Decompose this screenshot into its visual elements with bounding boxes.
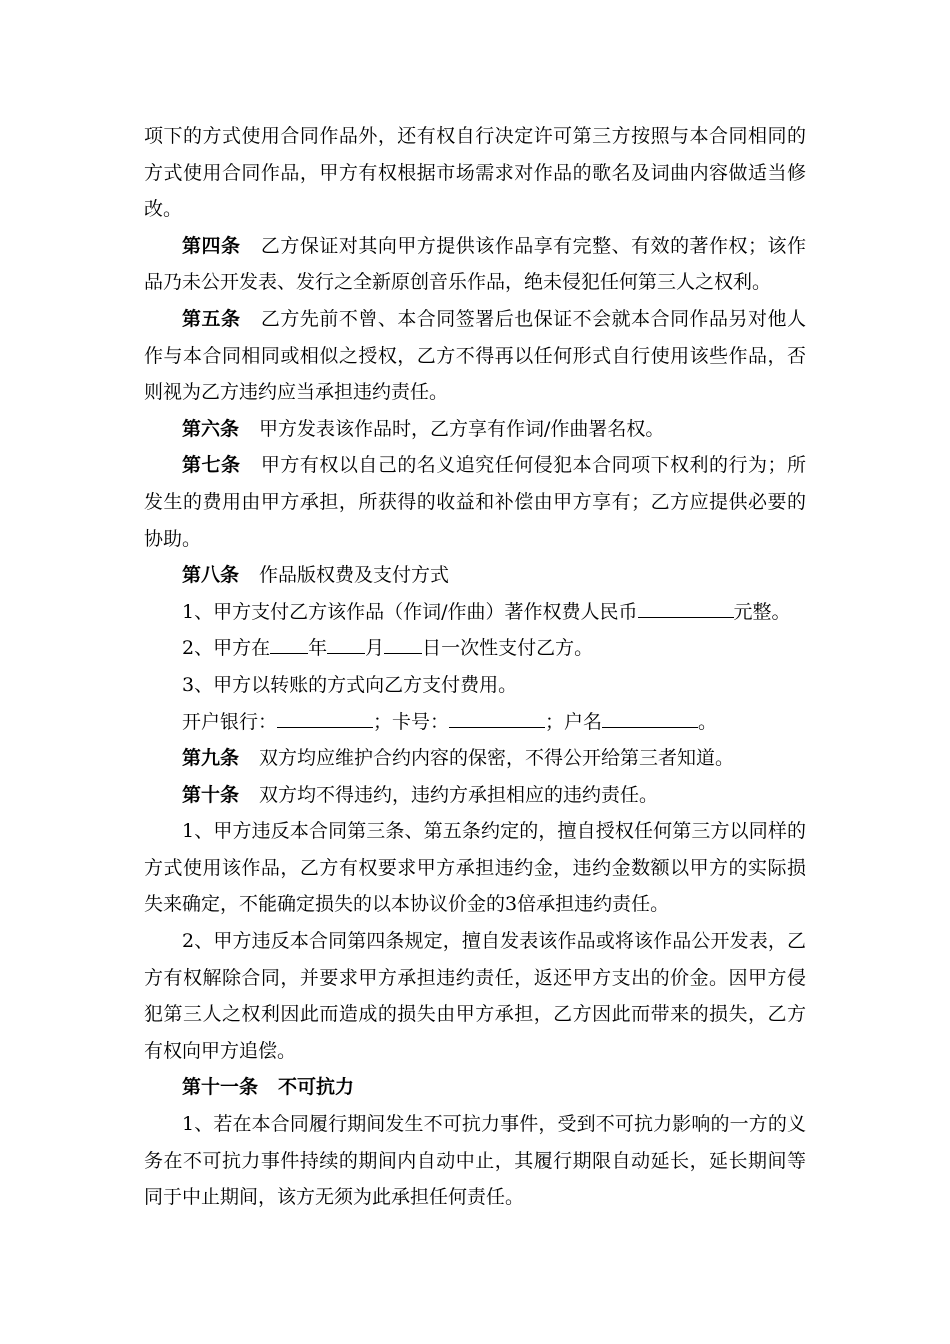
account-name-blank[interactable]	[602, 709, 698, 728]
day-blank[interactable]	[384, 635, 422, 654]
article-4-title: 第四条	[182, 234, 241, 257]
paragraph-continuation: 项下的方式使用合同作品外，还有权自行决定许可第三方按照与本合同相同的方式使用合同作品，甲方有权根据市场需求对作品的歌名及词曲内容做适当修改。	[144, 125, 806, 221]
article-6-text: 甲方发表该作品时，乙方享有作词/作曲署名权。	[259, 417, 665, 440]
payment-date-prefix: 2、甲方在	[182, 637, 271, 660]
year-blank[interactable]	[270, 635, 308, 654]
article-11-title: 第十一条	[182, 1076, 259, 1099]
article-7-title: 第七条	[182, 454, 241, 477]
day-label: 日一次性支付乙方。	[422, 637, 594, 660]
article-9-title: 第九条	[182, 747, 240, 770]
article-4-text: 乙方保证对其向甲方提供该作品享有完整、有效的著作权；该作品乃未公开发表、发行之全新原创音乐作品，绝未侵犯任何第三人之权利。	[144, 234, 806, 294]
article-11-text: 不可抗力	[278, 1076, 355, 1099]
bank-line-end: 。	[698, 710, 718, 733]
fee-amount-blank[interactable]	[638, 599, 734, 618]
article-11-item-1: 1、若在本合同履行期间发生不可抗力事件，受到不可抗力影响的一方的义务在不可抗力事件持续的期间内自动中止，其履行期限自动延长，延长期间等同于中止期间，该方无须为此承担任何责任。	[144, 1113, 806, 1209]
article-9	[144, 740, 806, 777]
month-label: 月	[365, 637, 385, 660]
article-5-title: 第五条	[182, 307, 241, 330]
article-4	[144, 228, 806, 301]
article-10-title: 第十条	[182, 783, 240, 806]
article-5	[144, 301, 806, 411]
bank-blank[interactable]	[277, 709, 373, 728]
bank-label: 开户银行：	[182, 710, 278, 733]
article-10	[144, 777, 806, 814]
article-10-item-1: 1、甲方违反本合同第三条、第五条约定的，擅自授权任何第三方以同样的方式使用该作品，乙方有权要求甲方承担违约金，违约金数额以甲方的实际损失来确定，不能确定损失的以本协议价金的3倍承担违约责任。	[144, 820, 806, 916]
article-11	[144, 1069, 806, 1106]
article-9-text: 双方均应维护合约内容的保密，不得公开给第三者知道。	[259, 747, 735, 770]
article-6-title: 第六条	[182, 417, 240, 440]
article-10-item-2: 2、甲方违反本合同第四条规定，擅自发表该作品或将该作品公开发表，乙方有权解除合同，并要求甲方承担违约责任，返还甲方支出的价金。因甲方侵犯第三人之权利因此而造成的损失由甲方承担，乙方因此而带来的损失，乙方有权向甲方追偿。	[144, 930, 806, 1062]
card-number-blank[interactable]	[449, 709, 545, 728]
year-label: 年	[308, 637, 328, 660]
account-name-label: ；户名	[545, 710, 603, 733]
article-8-item-2	[144, 630, 806, 667]
article-8-title: 第八条	[182, 564, 240, 587]
card-label: ；卡号：	[373, 710, 450, 733]
article-7	[144, 447, 806, 557]
article-10-text: 双方均不得违约，违约方承担相应的违约责任。	[259, 783, 659, 806]
bank-info-line	[144, 704, 806, 741]
fee-suffix: 元整。	[733, 600, 791, 623]
article-8-text: 作品版权费及支付方式	[259, 564, 450, 587]
article-8	[144, 557, 806, 594]
fee-text: 1、甲方支付乙方该作品（作词/作曲）著作权费人民币	[182, 600, 638, 623]
article-5-text: 乙方先前不曾、本合同签署后也保证不会就本合同作品另对他人作与本合同相同或相似之授权，乙方不得再以任何形式自行使用该些作品，否则视为乙方违约应当承担违约责任。	[144, 307, 806, 404]
article-8-item-1	[144, 594, 806, 631]
month-blank[interactable]	[327, 635, 365, 654]
contract-page	[144, 118, 806, 1216]
article-6	[144, 411, 806, 448]
article-7-text: 甲方有权以自己的名义追究任何侵犯本合同项下权利的行为；所发生的费用由甲方承担，所获得的收益和补偿由甲方享有；乙方应提供必要的协助。	[144, 454, 806, 550]
article-8-item-3: 3、甲方以转账的方式向乙方支付费用。	[182, 673, 518, 696]
